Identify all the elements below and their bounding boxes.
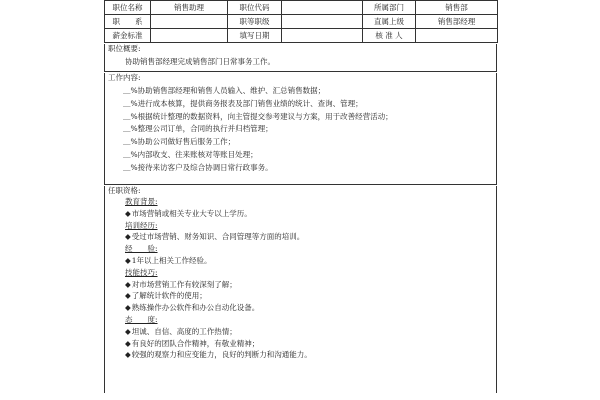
header-row: [105, 1, 498, 15]
qualification-item: ◆了解统计软件的使用；: [125, 291, 207, 301]
qualification-item: ◆较强的观察力和应变能力，良好的判断力和沟通能力。: [125, 350, 312, 360]
label-approver: 核 准 人: [363, 29, 416, 43]
diamond-bullet-icon: ◆: [125, 326, 131, 336]
header-row: [105, 29, 498, 43]
experience-title: 经 验:: [125, 244, 158, 254]
qualification-item: ◆熟练操作办公软件和办公自动化设备。: [125, 303, 260, 313]
value-supervisor: 销售部经理: [416, 15, 498, 29]
content-item: ＿%根据统计整理的数据资料，向主管提交参考建议与方案，用于改善经营活动；: [123, 111, 393, 121]
content-item: ＿%接待来访客户及综合协调日常行政事务。: [123, 162, 273, 172]
content-label: 工作内容:: [108, 73, 141, 82]
value-grade: [282, 15, 363, 29]
qualifications-label: 任职资格:: [108, 186, 141, 195]
diamond-bullet-icon: ◆: [125, 232, 131, 242]
content-item: ＿%协助公司做好售后服务工作；: [123, 137, 236, 147]
diamond-bullet-icon: ◆: [125, 279, 131, 289]
content-item: ＿%整理公司订单，合同的执行并归档管理；: [123, 124, 273, 134]
label-position-name: 职位名称: [105, 1, 151, 15]
work-content-section: [104, 73, 497, 185]
qualification-item: ◆有良好的团队合作精神，有敬业精神；: [125, 338, 260, 348]
diamond-bullet-icon: ◆: [125, 303, 131, 313]
skills-title: 技能技巧:: [125, 267, 158, 277]
training-title: 培训经历:: [125, 220, 158, 230]
value-fill-date: [282, 29, 363, 43]
diamond-bullet-icon: ◆: [125, 338, 131, 348]
attitude-title: 态 度:: [125, 314, 158, 324]
content-item: ＿%内部收支、往来账核对等账目处理；: [123, 149, 258, 159]
label-supervisor: 直属上级: [363, 15, 416, 29]
qualifications-section: [104, 186, 497, 393]
job-description-document: [104, 0, 497, 400]
diamond-bullet-icon: ◆: [125, 291, 131, 301]
label-grade: 职等职级: [228, 15, 282, 29]
label-position-code: 职位代码: [228, 1, 282, 15]
value-job-family: [151, 15, 228, 29]
summary-section: [104, 44, 497, 72]
header-row: [105, 15, 498, 29]
summary-text: 协助销售部经理完成销售部门日常事务工作。: [125, 57, 275, 66]
value-position-name: 销售助理: [151, 1, 228, 15]
label-salary: 薪金标准: [105, 29, 151, 43]
label-department: 所属部门: [363, 1, 416, 15]
qualification-item: ◆1年以上相关工作经验。: [125, 255, 212, 265]
diamond-bullet-icon: ◆: [125, 350, 131, 360]
education-title: 教育背景:: [125, 197, 158, 206]
value-position-code: [282, 1, 363, 15]
diamond-bullet-icon: ◆: [125, 255, 131, 265]
qualification-item: ◆坦诚、自信、高度的工作热情；: [125, 326, 237, 336]
qualification-item: ◆受过市场营销、财务知识、合同管理等方面的培训。: [125, 232, 305, 242]
header-table: [104, 0, 498, 43]
label-job-family: 职 系: [105, 15, 151, 29]
content-item: ＿%协助销售部经理和销售人员输入、维护、汇总销售数据；: [123, 86, 326, 95]
value-department: 销售部: [416, 1, 498, 15]
diamond-bullet-icon: ◆: [125, 208, 131, 218]
content-item: ＿%进行成本核算，提供商务报表及部门销售业绩的统计、查询、管理；: [123, 98, 363, 108]
summary-label: 职位概要:: [108, 44, 141, 53]
qualification-item: ◆市场营销或相关专业大专以上学历。: [125, 208, 252, 218]
qualification-item: ◆对市场营销工作有较深刻了解；: [125, 279, 237, 289]
value-approver: [416, 29, 498, 43]
value-salary: [151, 29, 228, 43]
label-fill-date: 填写日期: [228, 29, 282, 43]
